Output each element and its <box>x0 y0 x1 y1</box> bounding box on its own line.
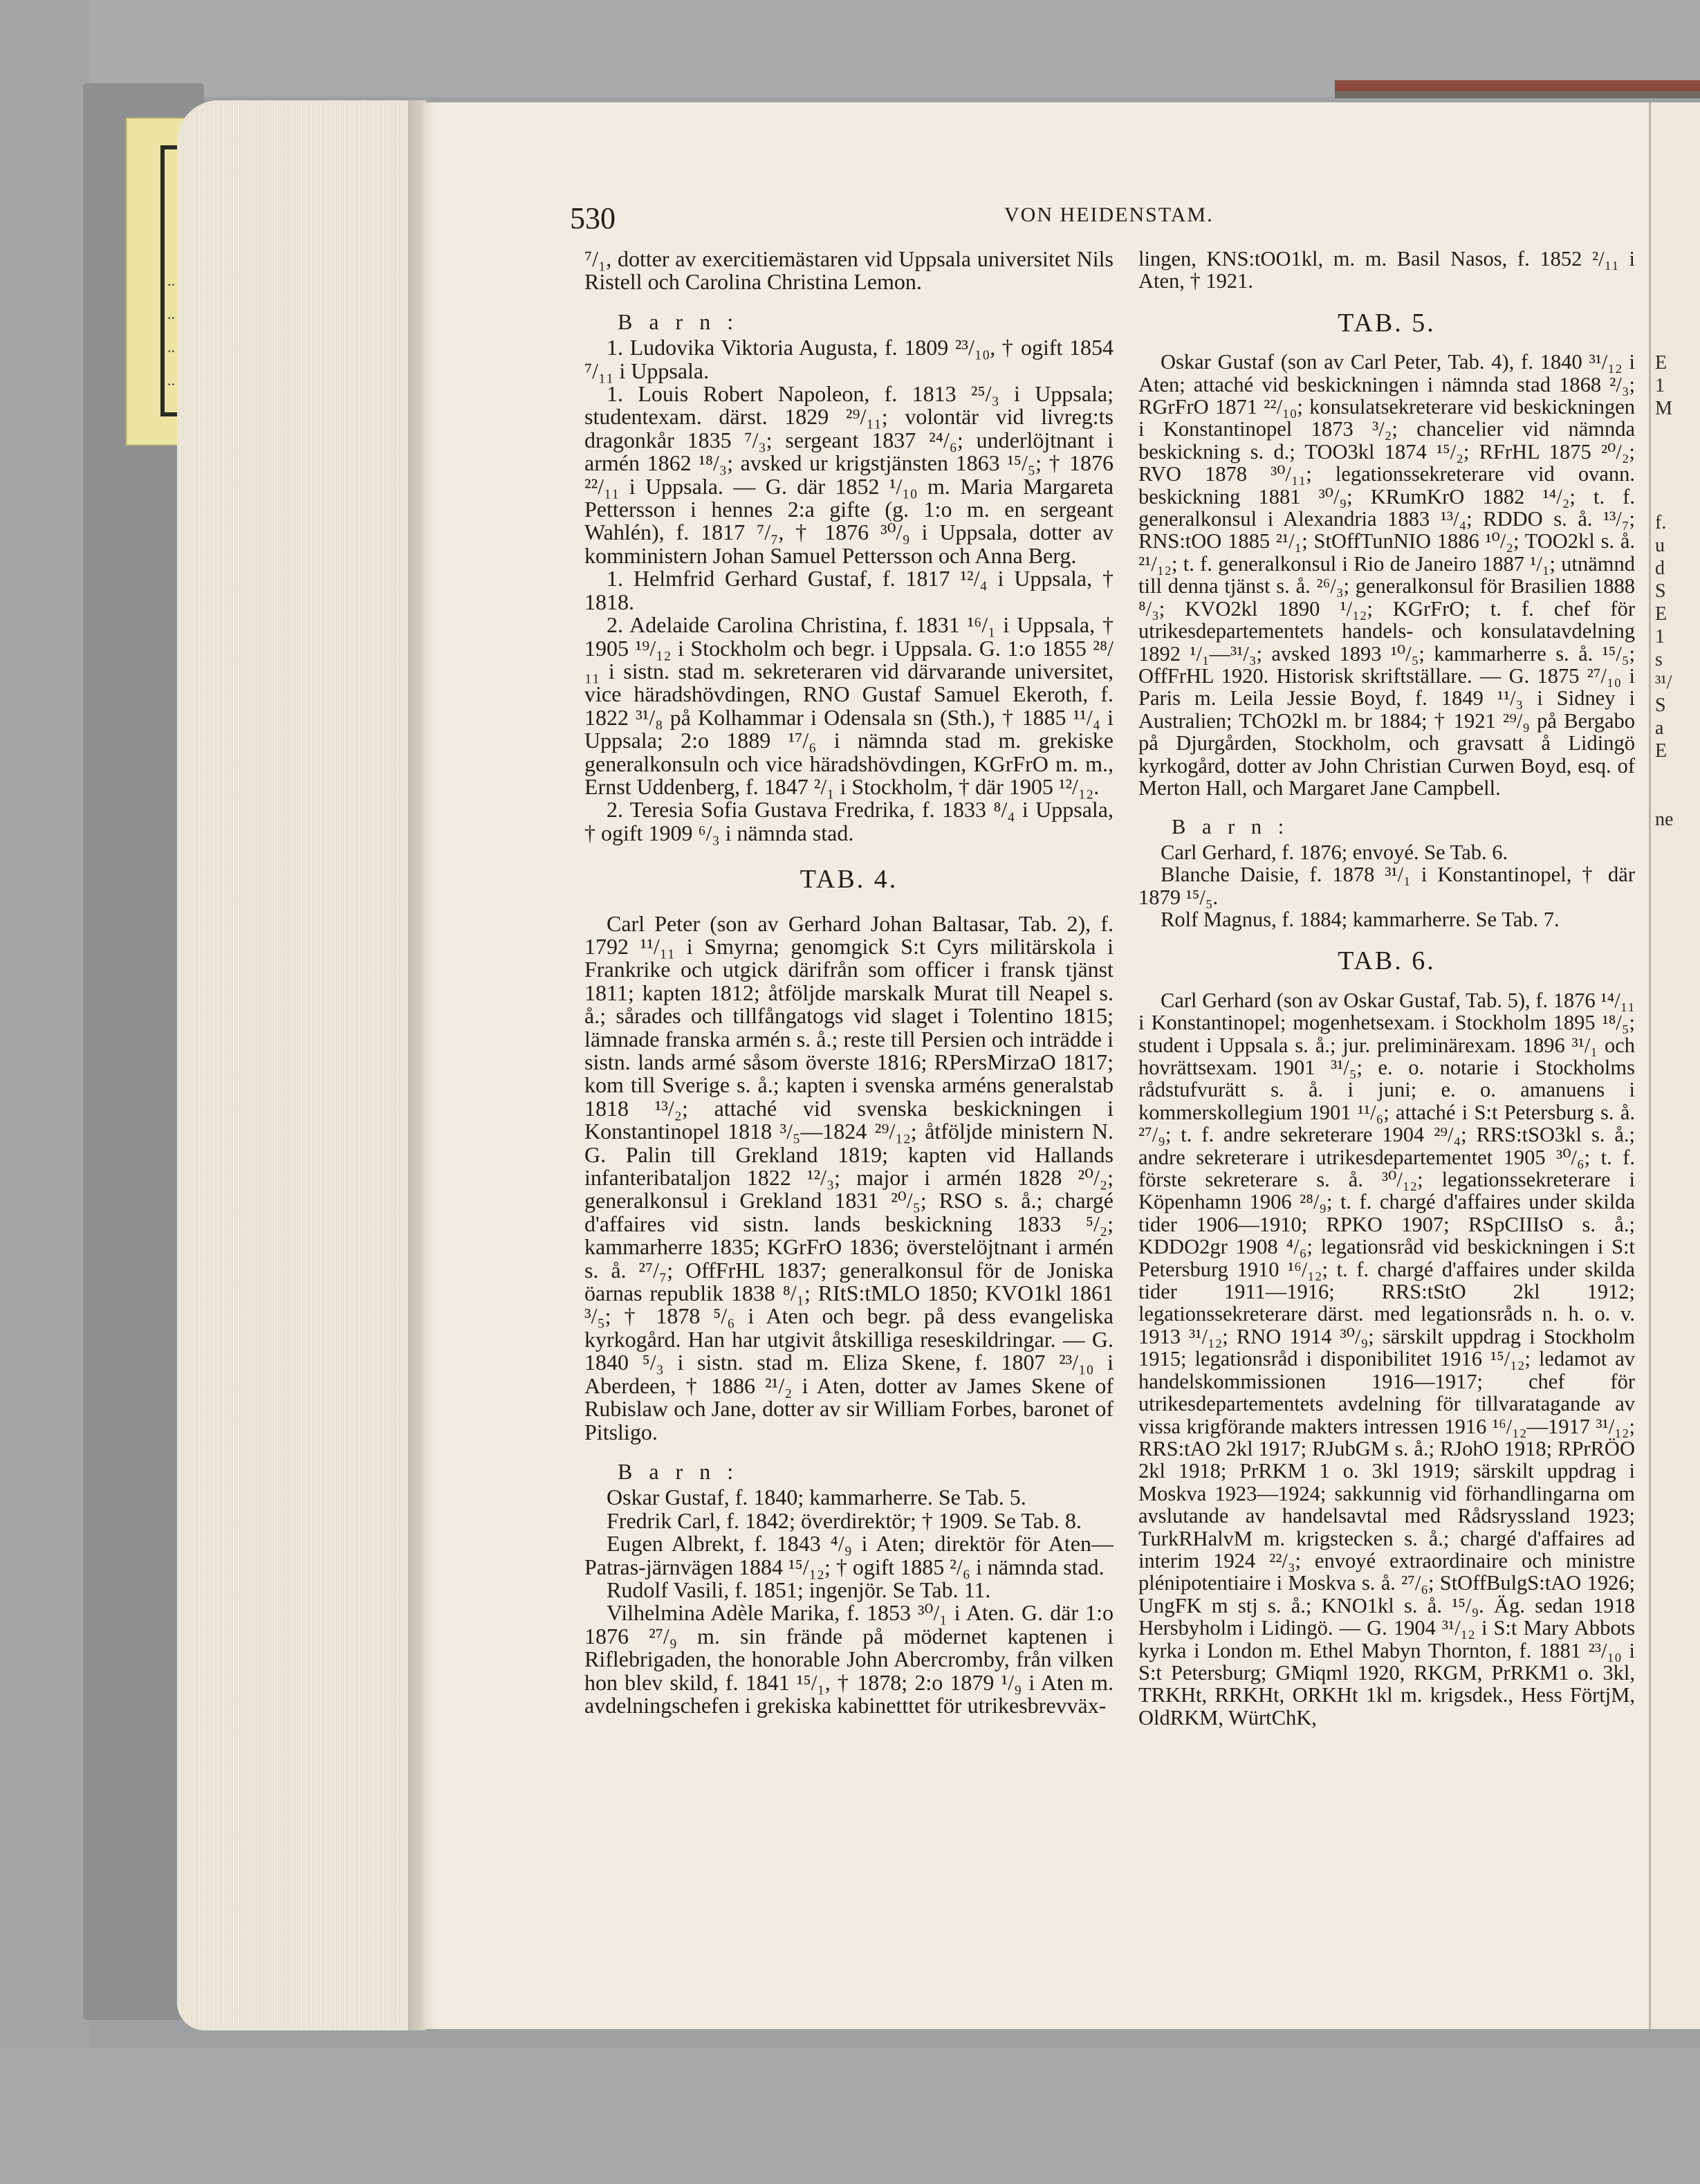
entry: Vilhelmina Adèle Marika, f. 1853 ³⁰/₁ i Aten. G. där 1:o 1876 ²⁷/₉ m. sin frände på mödernet kaptenen i Riflebrigaden, the honorable John Abercromby, från vilken hon blev skild, f. 1841 ¹⁵/₁, † 1878; 2:o 1879 ¹/₉ i Aten m. avdelningschefen i grekiska kabinetttet för utrikesbrevväx- <box>584 1600 1114 1718</box>
card-dots: .. .. .. .. <box>167 272 175 389</box>
scanner-background-bottom <box>0 2048 1700 2184</box>
entry: 2. Adelaide Carolina Christina, f. 1831 ¹⁶/₁ i Uppsala, † 1905 ¹⁹/₁₂ i Stockholm och begr. i Uppsala. G. 1:o 1855 ²⁸/₁₁ i sistn. stad m. sekreteraren vid därvarande universitet, vice häradshövdingen, RNO Gustaf Samuel Ekeroth, f. 1822 ³¹/₈ på Kolhammar i Odensala sn (Sth.), † 1885 ¹¹/₄ i Uppsala; 2:o 1889 ¹⁷/₆ i nämnda stad m. grekiske generalkonsuln och vice häradshövdingen, KGrFrO m. m., Ernst Uddenberg, f. 1847 ²/₁ i Stockholm, † där 1905 ¹²/₁₂. <box>584 612 1114 799</box>
table-heading: TAB. 5. <box>1338 308 1436 338</box>
page-number: 530 <box>570 201 616 235</box>
binding-shadow <box>408 100 436 2030</box>
children-heading: B a r n : <box>1172 815 1290 839</box>
page-edges-stack <box>177 100 426 2030</box>
entry: 1. Louis Robert Napoleon, f. 1813 ²⁵/₃ i Uppsala; studentexam. därst. 1829 ²⁹/₁₁; volontär vid livreg:ts dragonkår 1835 ⁷/₃; sergeant 1837 ²⁴/₆; underlöjtnant i armén 1862 ¹⁸/₃; avsked ur krigstjänsten 1863 ¹⁵/₅; † 1876 ²²/₁₁ i Uppsala. — G. där 1852 ¹/₁₀ m. Maria Margareta Pettersson i hennes 2:a gifte (g. 1:o m. en sergeant Wahlén), f. 1817 ⁷/₇, † 1876 ³⁰/₉ i Uppsala, dotter av komministern Johan Samuel Pettersson och Anna Berg. <box>584 381 1114 568</box>
children-heading: B a r n : <box>618 309 739 334</box>
children-heading: B a r n : <box>618 1458 739 1484</box>
table-heading: TAB. 6. <box>1338 946 1436 976</box>
entry: Oskar Gustaf, f. 1840; kammarherre. Se Tab. 5. <box>607 1485 1026 1510</box>
entry: Rudolf Vasili, f. 1851; ingenjör. Se Tab. 11. <box>607 1577 991 1602</box>
left-text-column <box>584 248 1114 1717</box>
entry: Fredrik Carl, f. 1842; överdirektör; † 1909. Se Tab. 8. <box>607 1507 1082 1533</box>
entry: Blanche Daisie, f. 1878 ³¹/₁ i Konstantinopel, † där 1879 ¹⁵/₅. <box>1138 863 1635 909</box>
facing-page-edge <box>1649 102 1700 2029</box>
scanner-background-left <box>0 0 90 2184</box>
biography-entry: Carl Peter (son av Gerhard Johan Baltasar, Tab. 2), f. 1792 ¹¹/₁₁ i Smyrna; genomgick S:t Cyrs militärskola i Frankrike och utgick därifrån som officer i fransk tjänst 1811; kapten 1812; åtföljde marskalk Murat till Neapel s. å.; sårades och tillfångatogs vid slaget i Tolentino 1815; lämnade franska armén s. å.; reste till Persien och inträdde i sistn. lands armé såsom överste 1816; RPersMirzaO 1817; kom till Sverige s. å.; kapten i svenska arméns generalstab 1818 ¹³/₂; attaché vid svenska beskickningen i Konstantinopel 1818 ³/₅—1824 ²⁹/₁₂; åtföljde ministern N. G. Palin till Grekland 1819; kapten vid Hallands infanteribataljon 1822 ¹²/₃; major i armén 1828 ²⁰/₂; generalkonsul i Grekland 1831 ²⁰/₅; RSO s. å.; chargé d'affaires vid sistn. lands beskickning 1833 ⁵/₂; kammarherre 1835; KGrFrO 1836; överstelöjtnant i armén s. å. ²⁷/₇; OffFrHL 1837; generalkonsul för de Joniska öarnas republik 1838 ⁸/₁; RItS:tMLO 1850; KVO1kl 1861 ³/₅; † 1878 ⁵/₆ i Aten och begr. på dess evangeliska kyrkogård. Han har utgivit åtskilliga reseskildringar. — G. 1840 ⁵/₃ i sistn. stad m. Eliza Skene, f. 1807 ²³/₁₀ i Aberdeen, † 1886 ²¹/₂ i Aten, dotter av James Skene of Rubislaw och Jane, dotter av sir William Forbes, baronet of Pitsligo. <box>584 910 1114 1444</box>
paragraph: lingen, KNS:tOO1kl, m. m. Basil Nasos, f. 1852 ²/₁₁ i Aten, † 1921. <box>1138 247 1635 293</box>
entry: 2. Teresia Sofia Gustava Fredrika, f. 1833 ⁸/₄ i Uppsala, † ogift 1909 ⁶/₃ i nämnda stad. <box>584 797 1114 845</box>
table-heading: TAB. 4. <box>800 865 898 894</box>
entry: 1. Helmfrid Gerhard Gustaf, f. 1817 ¹²/₄ i Uppsala, † 1818. <box>584 566 1114 614</box>
biography-entry: Carl Gerhard (son av Oskar Gustaf, Tab. 5), f. 1876 ¹⁴/₁₁ i Konstantinopel; mogenhetsexam. i Stockholm 1895 ¹⁸/₅; student i Uppsala s. å.; jur. preliminärexam. 1896 ³¹/₁ och hovrättsexam. 1901 ³¹/₅; e. o. notarie i Stockholms rådstufvurätt s. å. i juni; e. o. amanuens i kommerskollegium 1901 ¹¹/₆; attaché i S:t Petersburg s. å. ²⁷/₉; t. f. andre sekreterare 1904 ²⁹/₄; RRS:tSO3kl s. å.; andre sekreterare i utrikesdepartementet 1905 ³⁰/₆; t. f. förste sekreterare s. å. ³⁰/₁₂; legationssekreterare i Köpenhamn 1906 ²⁸/₉; t. f. chargé d'affaires under skilda tider 1906—1910; RPKO 1907; RSpCIIIsO s. å.; KDDO2gr 1908 ⁴/₆; legationsråd vid beskickningen i S:t Petersburg 1910 ¹⁶/₁₂; t. f. chargé d'affaires under skilda tider 1911—1916; RRS:tStO 2kl 1912; legationssekreterare därst. med legationsråds n. h. o. v. 1913 ³¹/₁₂; RNO 1914 ³⁰/₉; särskilt uppdrag i Stockholm 1915; legationsråd i disponibilitet 1916 ¹⁵/₁₂; ledamot av handelskommissionen 1916—1917; chef för utrikesdepartementets avdelning för tillvaratagande av vissa krigförande makters intressen 1916 ¹⁶/₁₂—1917 ³¹/₁₂; RRS:tAO 2kl 1917; RJubGM s. å.; RJohO 1918; RPrRÖO 2kl 1918; PrRKM 1 o. 3kl 1919; särskilt uppdrag i Moskva 1923—1924; sakkunnig vid förhandlingarna om avslutande av handelsavtal med Rådsryssland 1923; TurkRHalvM m. krigstecken s. å.; chargé d'affaires ad interim 1924 ²²/₃; envoyé extraordinaire och ministre plénipotentiaire i Moskva s. å. ²⁷/₆; StOffBulgS:tAO 1926; UngFK m stj s. å.; KNO1kl s. å. ¹⁵/₉. Äg. sedan 1918 Hersbyholm i Lidingö. — G. 1904 ³¹/₁₂ i S:t Mary Abbots kyrka i London m. Ethel Mabyn Thornton, f. 1881 ²³/₁₀ i S:t Petersburg; GMiqml 1920, RKGM, PrRKM1 o. 3kl, TRKHt, RRKHt, ORKHt 1kl m. krigsdek., Hess FörtjM, OldRKM, WürtChK, <box>1138 988 1635 1729</box>
facing-page-text-fragments: E 1 M f. u d S E 1 s ³¹/ S a E ne <box>1655 352 1674 830</box>
entry: Eugen Albrekt, f. 1843 ⁴/₉ i Aten; direktör för Aten—Patras-järnvägen 1884 ¹⁵/₁₂; † ogift 1885 ²/₆ i nämnda stad. <box>584 1531 1114 1579</box>
entry: 1. Ludovika Viktoria Augusta, f. 1809 ²³/₁₀, † ogift 1854 ⁷/₁₁ i Uppsala. <box>584 335 1114 383</box>
running-title: VON HEIDENSTAM. <box>1004 203 1214 226</box>
paragraph: ⁷/₁, dotter av exercitiemästaren vid Uppsala universitet Nils Ristell och Carolina Christina Lemon. <box>584 246 1114 295</box>
book-cover-dark-edge <box>1335 91 1700 98</box>
entry: Carl Gerhard, f. 1876; envoyé. Se Tab. 6. <box>1161 840 1508 864</box>
right-text-column <box>1138 248 1635 1729</box>
entry: Rolf Magnus, f. 1884; kammarherre. Se Tab. 7. <box>1161 907 1560 931</box>
biography-entry: Oskar Gustaf (son av Carl Peter, Tab. 4), f. 1840 ³¹/₁₂ i Aten; attaché vid beskickningen i nämnda stad 1868 ²/₃; RGrFrO 1871 ²²/₁₀; konsulatsekreterare vid beskickningen i Konstantinopel 1873 ³/₂; chancelier vid nämnda beskickning s. d.; TOO3kl 1874 ¹⁵/₂; RFrHL 1875 ²⁰/₂; RVO 1878 ³⁰/₁₁; legationssekreterare vid ovann. beskickning 1881 ³⁰/₉; KRumKrO 1882 ¹⁴/₂; t. f. generalkonsul i Alexandria 1883 ¹³/₄; RDDO s. å. ¹³/₇; RNS:tOO 1885 ²¹/₁; StOffTunNIO 1886 ¹⁰/₂; TOO2kl s. å. ²¹/₁₂; t. f. generalkonsul i Rio de Janeiro 1887 ¹/₁; utnämnd till denna tjänst s. å. ²⁶/₃; generalkonsul för Brasilien 1888 ⁸/₃; KVO2kl 1890 ¹/₁₂; KGrFrO; t. f. chef för utrikesdepartementets handels- och konsulatavdelning 1892 ¹/₁—³¹/₃; avsked 1893 ¹⁰/₅; kammarherre s. å. ¹⁵/₅; OffFrHL 1920. Historisk skriftställare. — G. 1875 ²⁷/₁₀ i Paris m. Leila Jessie Boyd, f. 1849 ¹¹/₃ i Sidney i Australien; TChO2kl m. br 1884; † 1921 ²⁹/₉ på Bergabo på Djurgården, Stockholm, och gravsatt å Lidingö kyrkogård, dotter av John Christian Curwen Boyd, esq. of Merton Hall, och Margaret Jane Campbell. <box>1138 350 1635 800</box>
